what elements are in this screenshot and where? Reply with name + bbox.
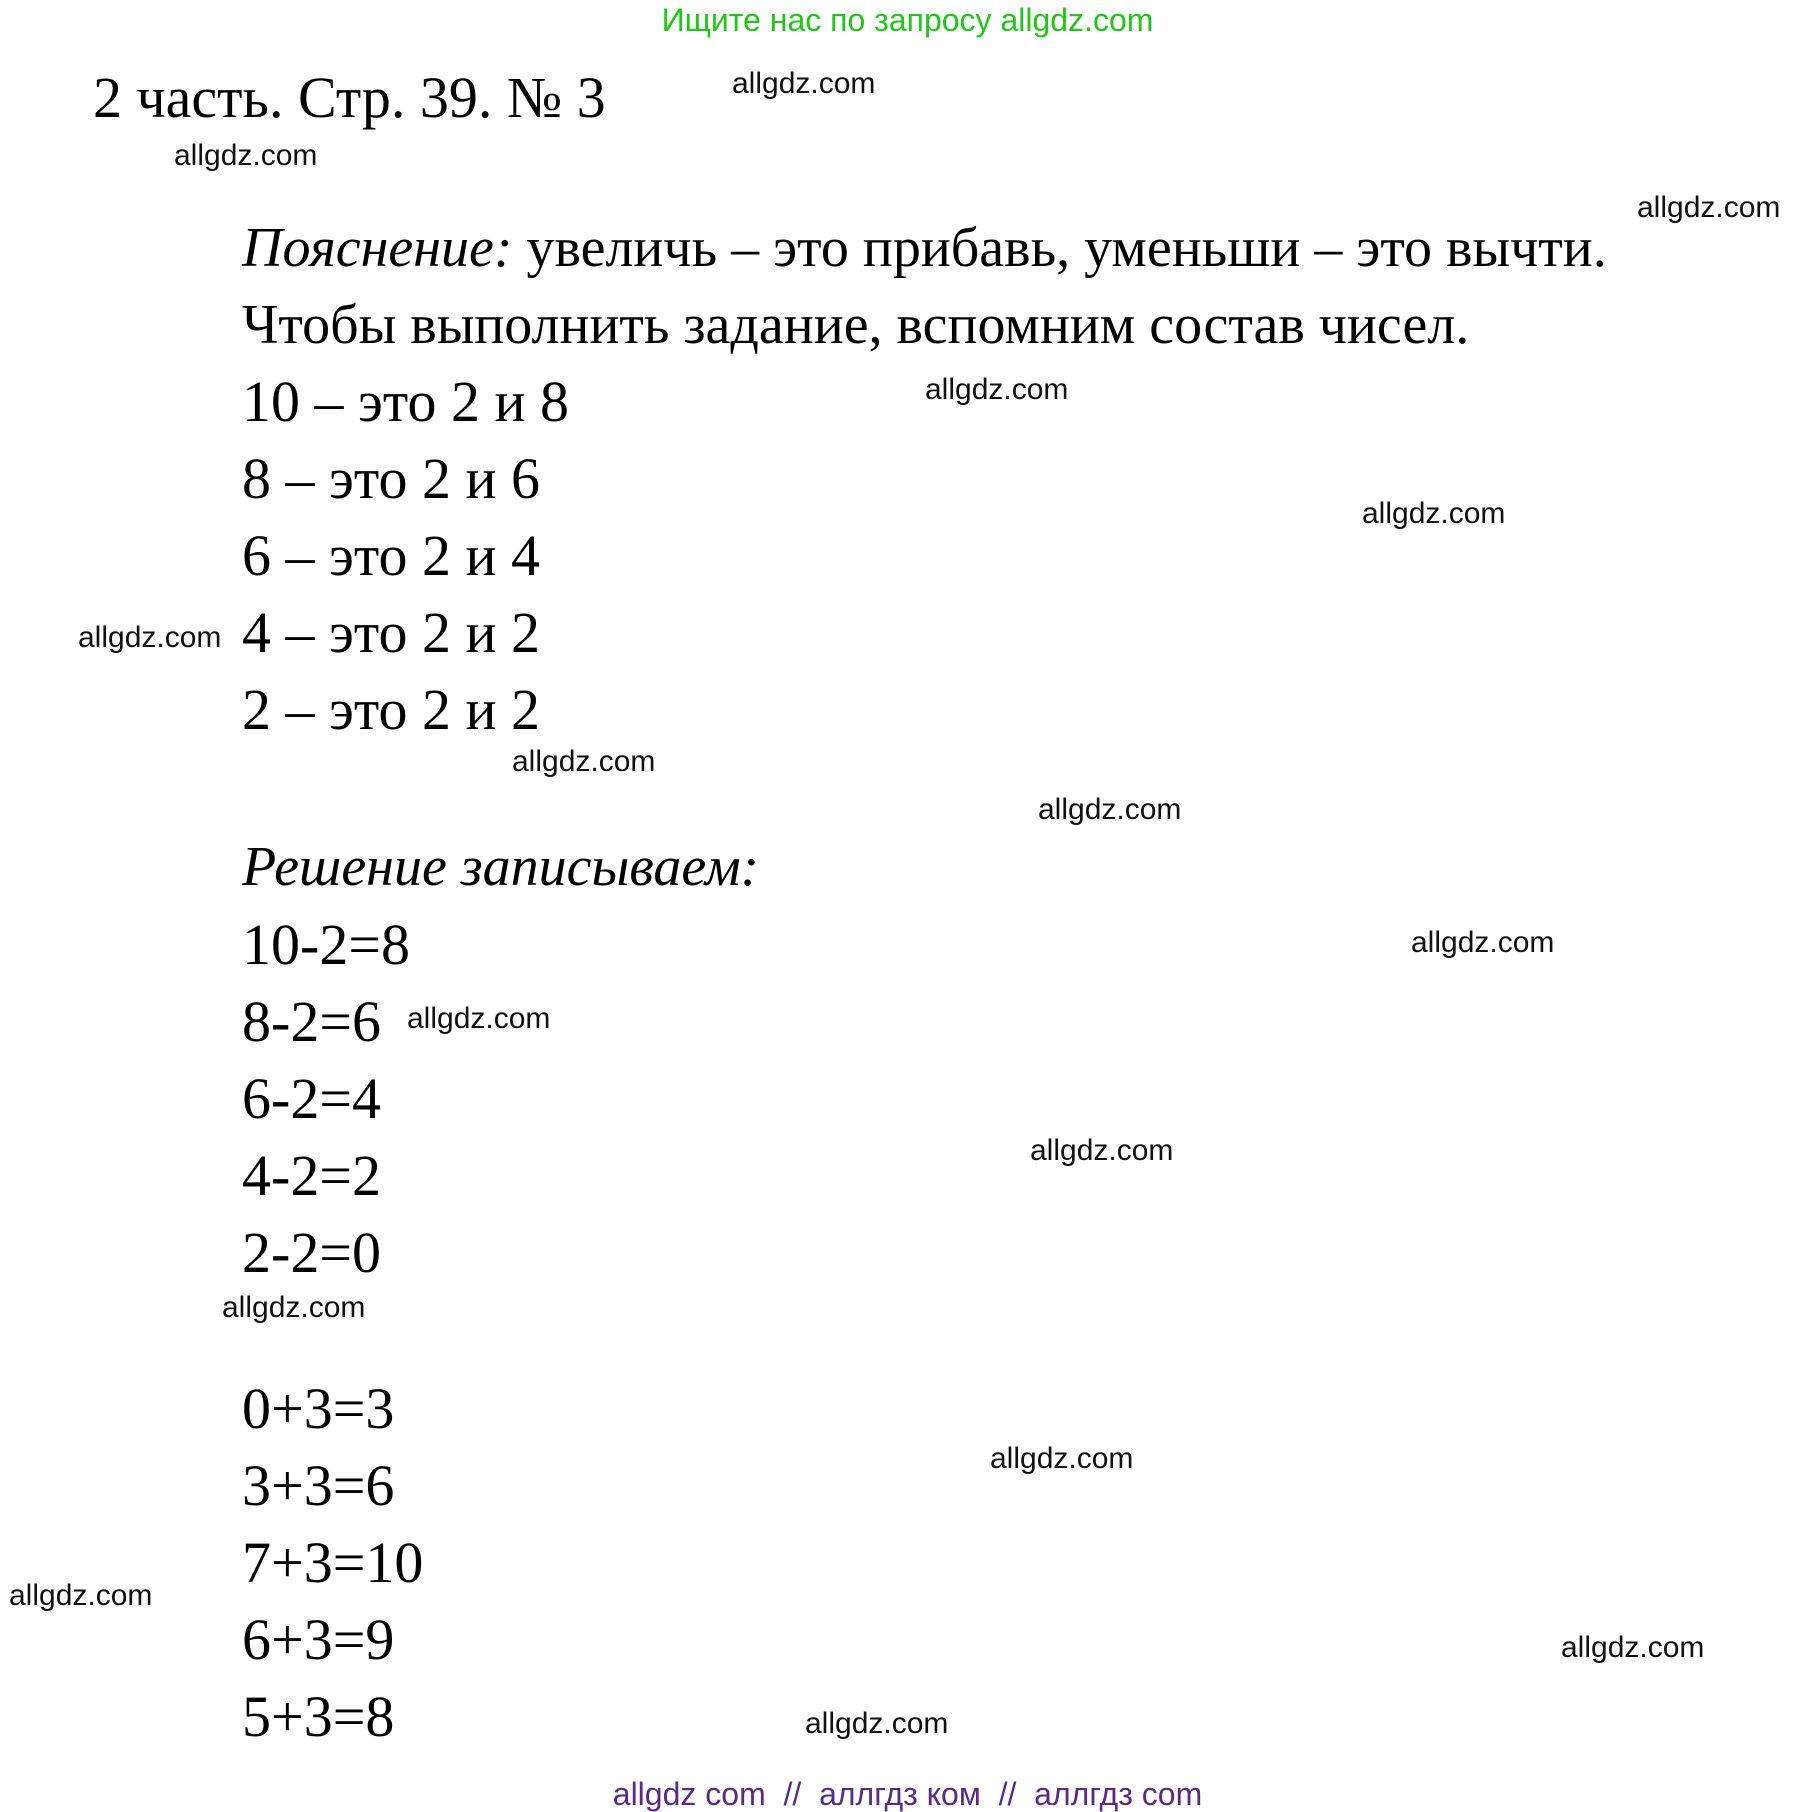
explanation-line: [242, 213, 1607, 283]
watermark: allgdz.com: [1411, 926, 1555, 959]
watermark: allgdz.com: [732, 67, 876, 100]
explanation-line-2: Чтобы выполнить задание, вспомним состав чисел.: [242, 294, 1470, 356]
top-banner: Ищите нас по запросу allgdz.com: [661, 2, 1154, 38]
composition-line: 2 – это 2 и 2: [242, 677, 541, 742]
watermark: allgdz.com: [407, 1002, 551, 1035]
composition-line: 6 – это 2 и 4: [242, 523, 541, 588]
watermark: allgdz.com: [1038, 793, 1182, 826]
composition-line: 8 – это 2 и 6: [242, 446, 541, 511]
watermark: allgdz.com: [925, 373, 1069, 406]
watermark: allgdz.com: [174, 139, 318, 172]
watermark: allgdz.com: [78, 621, 222, 654]
bottom-banner: allgdz com // аллгдз ком // аллгдз com: [612, 1776, 1203, 1812]
composition-line: 4 – это 2 и 2: [242, 600, 541, 665]
watermark: allgdz.com: [1030, 1134, 1174, 1167]
watermark: allgdz.com: [805, 1707, 949, 1740]
addition-equation: 0+3=3: [242, 1376, 395, 1441]
subtraction-equation: 10-2=8: [242, 912, 411, 977]
watermark: allgdz.com: [1362, 497, 1506, 530]
addition-equation: 5+3=8: [242, 1684, 395, 1749]
addition-equation: 3+3=6: [242, 1453, 395, 1518]
subtraction-equation: 2-2=0: [242, 1220, 382, 1285]
page-title: 2 часть. Стр. 39. № 3: [93, 65, 606, 130]
watermark: allgdz.com: [222, 1291, 366, 1324]
addition-equation: 6+3=9: [242, 1607, 395, 1672]
watermark: allgdz.com: [9, 1579, 153, 1612]
watermark: allgdz.com: [1561, 1631, 1705, 1664]
solution-label: Решение записываем:: [242, 836, 760, 898]
explanation-text: увеличь – это прибавь, уменьши – это вычти.: [526, 217, 1607, 279]
watermark: allgdz.com: [990, 1442, 1134, 1475]
composition-line: 10 – это 2 и 8: [242, 369, 570, 434]
subtraction-equation: 6-2=4: [242, 1066, 382, 1131]
subtraction-equation: 8-2=6: [242, 989, 382, 1054]
subtraction-equation: 4-2=2: [242, 1143, 382, 1208]
explanation-label: Пояснение:: [242, 217, 513, 279]
watermark: allgdz.com: [512, 745, 656, 778]
addition-equation: 7+3=10: [242, 1530, 424, 1595]
watermark: allgdz.com: [1637, 191, 1781, 224]
